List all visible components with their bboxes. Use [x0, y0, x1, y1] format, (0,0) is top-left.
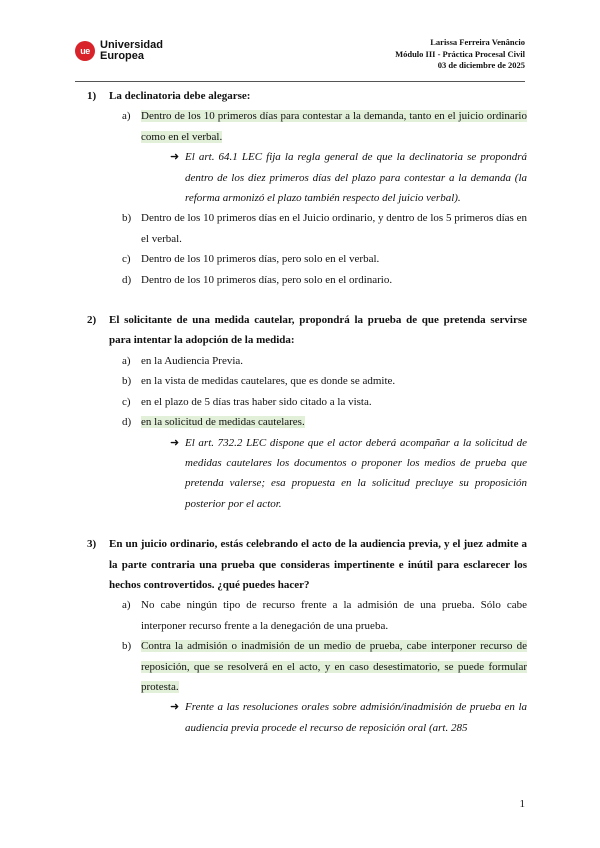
option-text: en la vista de medidas cautelares, que es donde se admite.: [141, 375, 396, 388]
logo-line-2: Europea: [100, 50, 145, 62]
answer-option: [122, 636, 527, 697]
document-date: 03 de diciembre de 2025: [437, 60, 525, 70]
question-3: [87, 534, 527, 595]
option-letter: a): [122, 354, 131, 367]
correct-option-text: en la solicitud de medidas cautelares.: [141, 416, 305, 429]
option-letter: a): [122, 599, 131, 612]
logo-mark-icon: ue: [75, 41, 95, 61]
answer-option: [122, 351, 527, 371]
answer-option: [122, 595, 527, 636]
explanation: [170, 147, 527, 208]
explanation-text: El art. 732.2 LEC dispone que el actor deberá acompañar a la solicitud de medidas cautelares los documentos o proponer los medios de prueba que pretenda valerse; esa propuesta en la solicitud precluye su proposición posterior por el actor.: [185, 436, 527, 510]
explanation-text: Frente a las resoluciones orales sobre admisión/inadmisión de prueba en la audiencia previa procede el recurso de reposición oral (art. 285: [185, 701, 527, 734]
question-1: [87, 86, 527, 106]
question-text: El solicitante de una medida cautelar, propondrá la prueba de que pretenda servirse para intentar la adopción de la medida:: [109, 314, 527, 347]
option-letter: d): [122, 416, 132, 429]
page-number: 1: [519, 798, 525, 810]
logo-line-1: Universidad: [100, 39, 163, 51]
option-text: Dentro de los 10 primeros días, pero solo en el ordinario.: [141, 273, 393, 286]
question-number: 3): [87, 538, 97, 551]
answer-option: [122, 371, 527, 391]
module-name: Módulo III - Práctica Procesal Civil: [395, 48, 525, 59]
option-letter: b): [122, 375, 132, 388]
answer-option: [122, 392, 527, 412]
option-text: en el plazo de 5 días tras haber sido citado a la vista.: [141, 395, 372, 408]
explanation: [170, 433, 527, 515]
option-letter: d): [122, 273, 132, 286]
question-spacer: [87, 514, 527, 534]
answer-option: [122, 106, 527, 147]
arrow-right-icon: ➜: [170, 701, 180, 714]
correct-option-text: Contra la admisión o inadmisión de un medio de prueba, cabe interponer recurso de reposición, que se resolverá en el acto, y en caso desestimatorio, se puede formular protesta.: [141, 640, 527, 693]
arrow-right-icon: ➜: [170, 436, 180, 449]
header-divider: [75, 81, 525, 82]
logo-text: [100, 40, 163, 62]
answer-option: [122, 270, 527, 290]
header-info: [395, 37, 525, 72]
option-letter: b): [122, 640, 132, 653]
answer-option: [122, 208, 527, 249]
answer-option: [122, 249, 527, 269]
explanation: [170, 697, 527, 738]
question-number: 1): [87, 90, 97, 102]
option-text: Dentro de los 10 primeros días, pero solo en el verbal.: [141, 253, 380, 266]
option-text: Dentro de los 10 primeros días en el Juicio ordinario, y dentro de los 5 primeros días en el verbal.: [141, 212, 527, 245]
answer-option: [122, 412, 527, 432]
option-text: No cabe ningún tipo de recurso frente a la admisión de una prueba. Sólo cabe interponer recurso frente a la denegación de una prueba.: [141, 599, 527, 632]
option-letter: b): [122, 212, 132, 225]
question-text: En un juicio ordinario, estás celebrando el acto de la audiencia previa, y el juez admite a la parte contraria una prueba que consideras impertinente e inútil para esclarecer los hechos controvertidos. ¿qué puedes hacer?: [109, 538, 527, 591]
question-number: 2): [87, 314, 97, 327]
option-text: en la Audiencia Previa.: [141, 354, 244, 367]
arrow-right-icon: ➜: [170, 151, 180, 164]
correct-option-text: Dentro de los 10 primeros días para contestar a la demanda, tanto en el juicio ordinario como en el verbal.: [141, 110, 527, 143]
option-letter: c): [122, 253, 131, 266]
option-letter: a): [122, 110, 131, 123]
question-2: [87, 310, 527, 351]
question-spacer: [87, 290, 527, 310]
option-letter: c): [122, 395, 131, 408]
explanation-text: El art. 64.1 LEC fija la regla general de que la declinatoria se propondrá dentro de los diez primeros días del plazo para contestar a la demanda (la reforma armonizó el plazo también respecto del juicio verbal).: [185, 151, 527, 205]
document-body: [87, 86, 527, 738]
author-name: Larissa Ferreira Venâncio: [430, 37, 525, 47]
university-logo: [75, 40, 163, 62]
question-text: La declinatoria debe alegarse:: [109, 90, 251, 102]
